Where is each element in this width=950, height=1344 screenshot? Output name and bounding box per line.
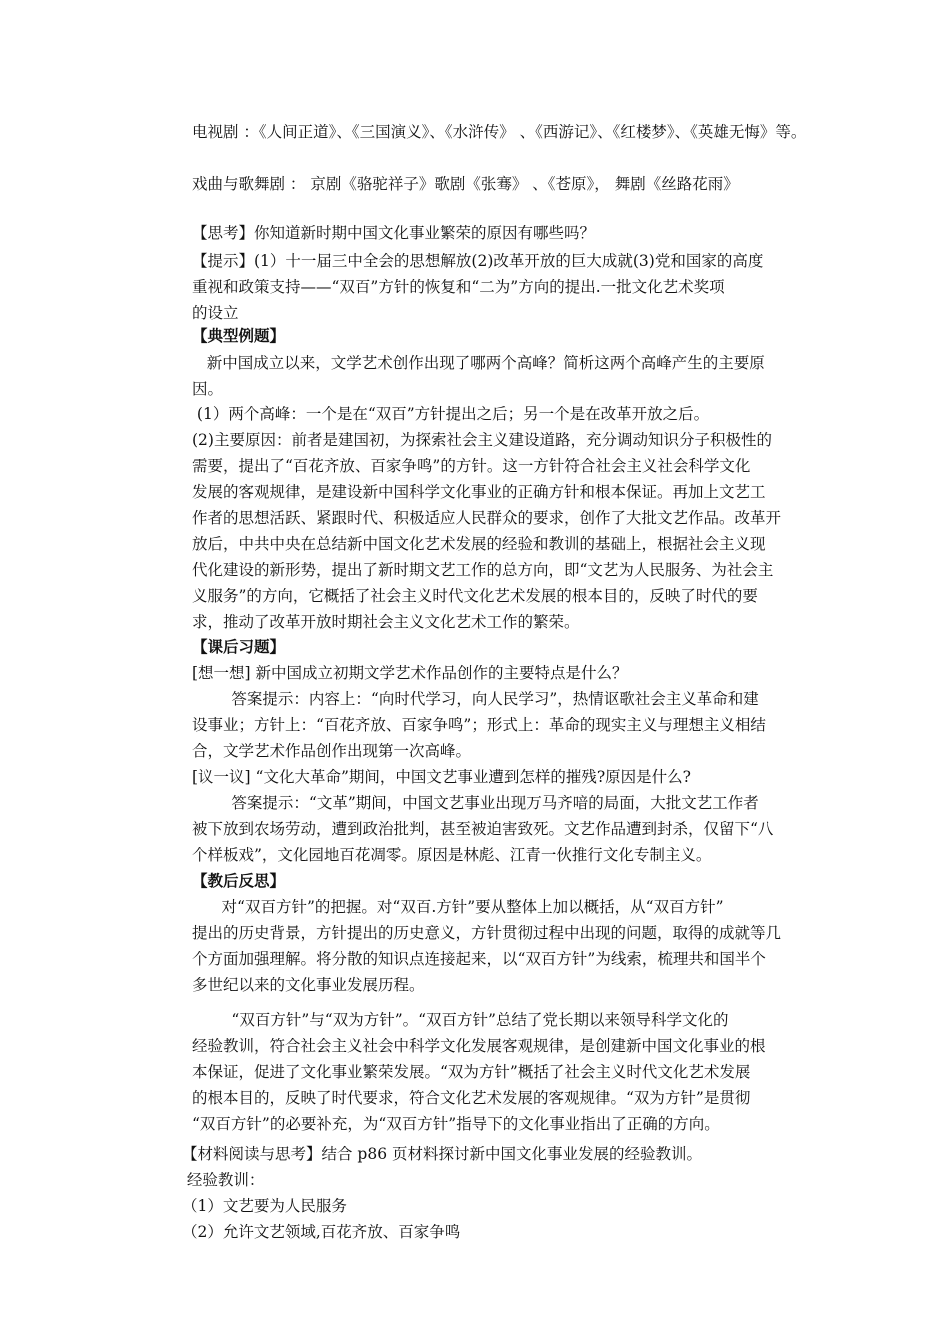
hint-line-1: 【提示】(1）十一届三中全会的思想解放(2)改革开放的巨大成就(3)党和国家的高度 [192,252,764,270]
example-answer-2-line-4: 作者的思想活跃、紧跟时代、积极适应人民群众的要求，创作了大批文艺作品。改革开 [192,509,782,527]
material-reading-line: 【材料阅读与思考】结合 p86 页材料探讨新中国文化事业发展的经验教训。 [182,1145,703,1163]
discuss-exercise-question: [议一议] “文化大革命”期间，中国文艺事业遭到怎样的摧残?原因是什么? [192,768,691,786]
policy-line-3: 本保证，促进了文化事业繁荣发展。“双为方针”概括了社会主义时代文化艺术发展 [192,1063,751,1081]
tv-drama-line: 电视剧 ：《人间正道》、《三国演义》、《水浒传》 、《西游记》、《红楼梦》、《英雄无悔》等。 [192,123,807,141]
example-answer-2-line-3: 发展的客观规律，是建设新中国科学文化事业的正确方针和根本保证。再加上文艺工 [192,483,766,501]
example-answer-2-line-7: 义服务”的方向，它概括了社会主义时代文化艺术发展的根本目的，反映了时代的要 [192,587,758,605]
policy-line-1: “双百方针”与“双为方针”。“双百方针”总结了党长期以来领导科学文化的 [192,1011,729,1029]
think-exercise-answer-3: 合，文学艺术作品创作出现第一次高峰。 [192,742,472,760]
think-exercise-question: [想一想] 新中国成立初期文学艺术作品创作的主要特点是什么？ [192,664,628,682]
example-question-1: 新中国成立以来，文学艺术创作出现了哪两个高峰？简析这两个高峰产生的主要原 [192,354,765,372]
hint-line-2: 重视和政策支持——“双百”方针的恢复和“二为”方向的提出.一批文化艺术奖项 [192,278,725,296]
think-question: 【思考】你知道新时期中国文化事业繁荣的原因有哪些吗？ [192,224,596,242]
example-answer-2-line-5: 放后，中共中央在总结新中国文化艺术发展的经验和教训的基础上，根据社会主义现 [192,535,766,553]
lessons-label: 经验教训： [182,1171,265,1189]
discuss-exercise-answer-3: 个样板戏”，文化园地百花凋零。原因是林彪、江青一伙推行文化专制主义。 [192,846,712,864]
reflection-line-4: 多世纪以来的文化事业发展历程。 [192,976,425,994]
example-answer-2-line-6: 代化建设的新形势，提出了新时期文艺工作的总方向，即“文艺为人民服务、为社会主 [192,561,774,579]
example-header: 【典型例题】 [192,326,286,345]
policy-line-4: 的根本目的，反映了时代要求，符合文化艺术发展的客观规律。“双为方针”是贯彻 [192,1089,751,1107]
lesson-item-1: （1）文艺要为人民服务 [182,1197,347,1215]
discuss-exercise-answer-1: 答案提示：“文革”期间，中国文艺事业出现万马齐喑的局面，大批文艺工作者 [192,794,759,812]
example-answer-2-line-2: 需要，提出了“百花齐放、百家争鸣”的方针。这一方针符合社会主义社会科学文化 [192,457,751,475]
reflection-line-1: 对“双百方针”的把握。对“双百.方针”要从整体上加以概括，从“双百方针” [192,898,724,916]
example-answer-2-line-1: (2)主要原因：前者是建国初，为探索社会主义建设道路，充分调动知识分子积极性的 [192,431,772,449]
policy-line-2: 经验教训，符合社会主义社会中科学文化发展客观规律，是创建新中国文化事业的根 [192,1037,766,1055]
reflection-line-3: 个方面加强理解。将分散的知识点连接起来，以“双百方针”为线索，梳理共和国半个 [192,950,766,968]
reflection-header: 【教后反思】 [192,871,286,890]
opera-dance-line: 戏曲与歌舞剧 ： 京剧《骆驼祥子》歌剧《张骞》 、《苍原》， 舞剧《丝路花雨》 [192,175,739,193]
reflection-line-2: 提出的历史背景，方针提出的历史意义，方针贯彻过程中出现的问题，取得的成就等几 [192,924,782,942]
policy-line-5: “双百方针”的必要补充，为“双百方针”指导下的文化事业指出了正确的方向。 [192,1115,720,1133]
example-answer-1: (1）两个高峰：一个是在“双百”方针提出之后；另一个是在改革开放之后。 [192,405,710,423]
discuss-exercise-answer-2: 被下放到农场劳动，遭到政治批判，甚至被迫害致死。文艺作品遭到封杀，仅留下“八 [192,820,774,838]
lesson-item-2: （2）允许文艺领域,百花齐放、百家争鸣 [182,1223,461,1241]
example-question-2: 因。 [192,380,224,398]
exercise-header: 【课后习题】 [192,637,286,656]
think-exercise-answer-1: 答案提示：内容上：“向时代学习，向人民学习”，热情讴歌社会主义革命和建 [192,690,759,708]
example-answer-2-line-8: 求，推动了改革开放时期社会主义文化艺术工作的繁荣。 [192,613,580,631]
hint-line-3: 的设立 [192,304,239,322]
think-exercise-answer-2: 设事业；方针上：“百花齐放、百家争鸣”；形式上：革命的现实主义与理想主义相结 [192,716,766,734]
